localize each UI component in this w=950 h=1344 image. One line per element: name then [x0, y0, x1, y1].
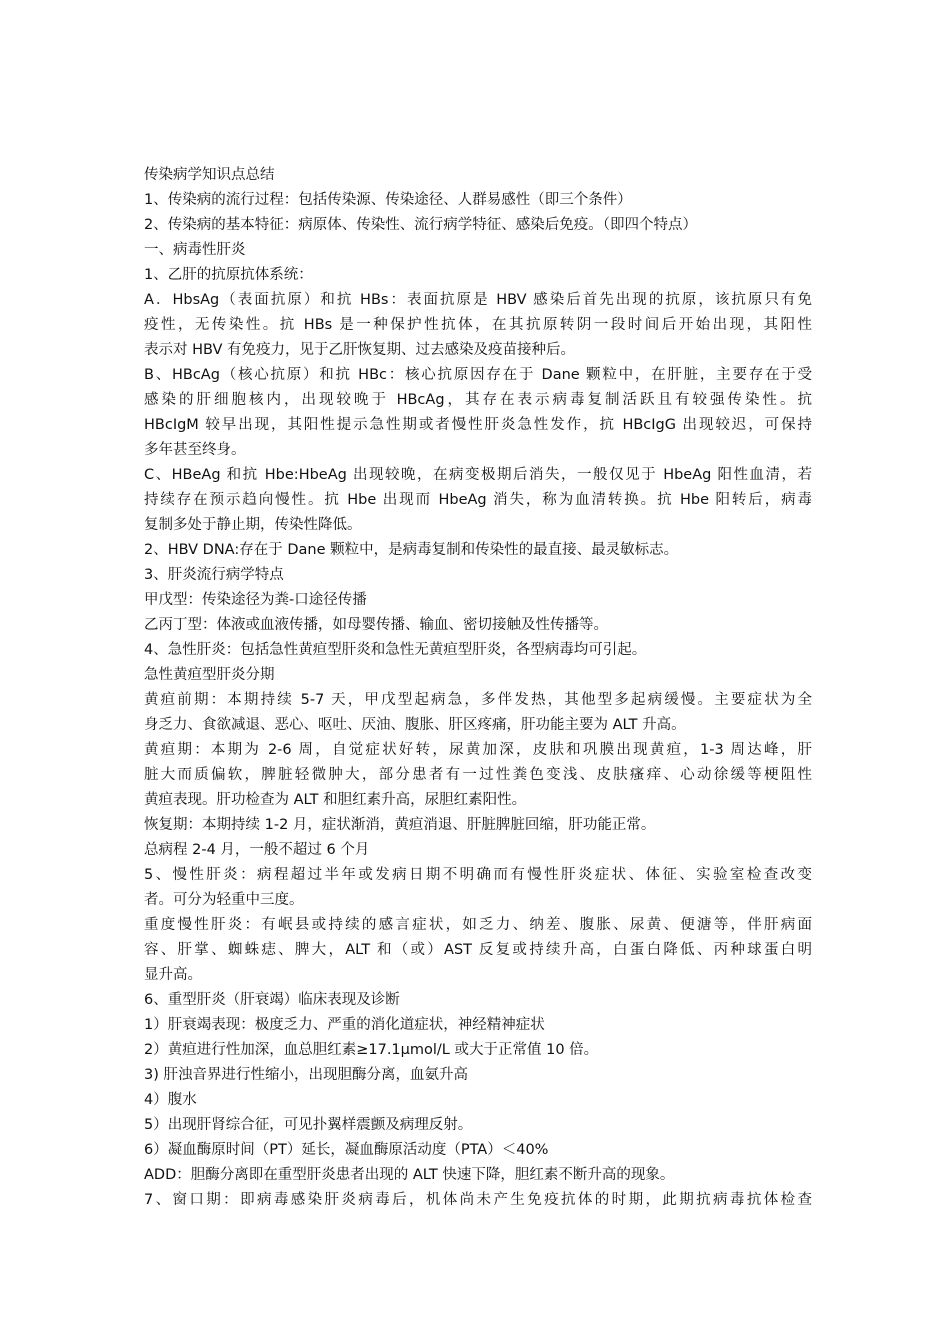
text-line: 2）黄疸进行性加深，血总胆红素≥17.1μmol/L 或大于正常值 10 倍。 [144, 1042, 599, 1058]
text-line: 4、急性肝炎：包括急性黄疸型肝炎和急性无黄疸型肝炎，各型病毒均可引起。 [144, 642, 647, 658]
text-line: 2、传染病的基本特征：病原体、传染性、流行病学特征、感染后免疫。（即四个特点） [144, 217, 697, 233]
text-line: 5）出现肝肾综合征，可见扑翼样震颤及病理反射。 [144, 1117, 473, 1133]
text-line: 2、HBV DNA:存在于 Dane 颗粒中，是病毒复制和传染性的最直接、最灵敏标志。 [144, 542, 679, 558]
text-line: 乙丙丁型：体液或血液传播，如母婴传播、输血、密切接触及性传播等。 [144, 617, 608, 633]
text-line: 一、病毒性肝炎 [144, 242, 246, 258]
text-line: 持续存在预示趋向慢性。抗 Hbe 出现而 HbeAg 消失，称为血清转换。抗 Hbe 阳转后，病毒 [144, 492, 812, 508]
text-line: 黄疸期：本期为 2-6 周，自觉症状好转，尿黄加深，皮肤和巩膜出现黄疸，1-3 周达峰，肝 [144, 742, 812, 758]
text-line: 身乏力、食欲减退、恶心、呕吐、厌油、腹胀、肝区疼痛，肝功能主要为 ALT 升高。 [144, 717, 686, 733]
text-line: 容、肝掌、蜘蛛痣、脾大，ALT 和（或）AST 反复或持续升高，白蛋白降低、丙种球蛋白明 [144, 942, 812, 958]
text-line: A．HbsAg（表面抗原）和抗 HBs：表面抗原是 HBV 感染后首先出现的抗原，该抗原只有免 [144, 292, 812, 308]
text-line: 总病程 2-4 月，一般不超过 6 个月 [144, 842, 370, 858]
text-line: 多年甚至终身。 [144, 442, 246, 458]
text-line: 3) 肝浊音界进行性缩小，出现胆酶分离，血氨升高 [144, 1067, 468, 1083]
document-body [144, 163, 812, 1213]
text-line: 重度慢性肝炎：有岷县或持续的感言症状，如乏力、纳差、腹胀、尿黄、便溏等，伴肝病面 [144, 917, 812, 933]
text-line: 1、乙肝的抗原抗体系统： [144, 267, 313, 283]
text-line: 3、肝炎流行病学特点 [144, 567, 284, 583]
text-line: 感染的肝细胞核内，出现较晚于 HBcAg，其存在表示病毒复制活跃且有较强传染性。抗 [144, 392, 812, 408]
text-line: 传染病学知识点总结 [144, 167, 275, 183]
text-line: 4）腹水 [144, 1092, 197, 1108]
text-line: 6、重型肝炎（肝衰竭）临床表现及诊断 [144, 992, 400, 1008]
text-line: 1）肝衰竭表现：极度乏力、严重的消化道症状，神经精神症状 [144, 1017, 545, 1033]
text-line: 7、窗口期：即病毒感染肝炎病毒后，机体尚未产生免疫抗体的时期，此期抗病毒抗体检查 [144, 1192, 812, 1208]
text-line: 甲戊型：传染途径为粪-口途径传播 [144, 592, 367, 608]
text-line: 脏大而质偏软，脾脏轻微肿大，部分患者有一过性粪色变浅、皮肤瘙痒、心动徐缓等梗阻性 [144, 767, 812, 783]
text-line: 显升高。 [144, 967, 202, 983]
text-line: 黄疸前期：本期持续 5-7 天，甲戊型起病急，多伴发热，其他型多起病缓慢。主要症状为全 [144, 692, 812, 708]
text-line: C、HBeAg 和抗 Hbe:HbeAg 出现较晚，在病变极期后消失，一般仅见于 HbeAg 阳性血清，若 [144, 467, 812, 483]
text-line: 急性黄疸型肝炎分期 [144, 667, 275, 683]
text-line: 疫性，无传染性。抗 HBs 是一种保护性抗体，在其抗原转阴一段时间后开始出现，其阳性 [144, 317, 812, 333]
text-line: 者。可分为轻重中三度。 [144, 892, 304, 908]
text-line: 黄疸表现。肝功检查为 ALT 和胆红素升高，尿胆红素阳性。 [144, 792, 527, 808]
text-line: 复制多处于静止期，传染性降低。 [144, 517, 362, 533]
text-line: HBcIgM 较早出现，其阳性提示急性期或者慢性肝炎急性发作，抗 HBcIgG 出现较迟，可保持 [144, 417, 812, 433]
text-line: B、HBcAg（核心抗原）和抗 HBc：核心抗原因存在于 Dane 颗粒中，在肝脏，主要存在于受 [144, 367, 812, 383]
text-line: ADD：胆酶分离即在重型肝炎患者出现的 ALT 快速下降，胆红素不断升高的现象。 [144, 1167, 675, 1183]
text-line: 恢复期：本期持续 1-2 月，症状渐消，黄疸消退、肝脏脾脏回缩，肝功能正常。 [144, 817, 656, 833]
text-line: 1、传染病的流行过程：包括传染源、传染途径、人群易感性（即三个条件） [144, 192, 632, 208]
text-line: 表示对 HBV 有免疫力，见于乙肝恢复期、过去感染及疫苗接种后。 [144, 342, 576, 358]
text-line: 6）凝血酶原时间（PT）延长，凝血酶原活动度（PTA）＜40% [144, 1142, 549, 1158]
text-line: 5、慢性肝炎：病程超过半年或发病日期不明确而有慢性肝炎症状、体征、实验室检查改变 [144, 867, 812, 883]
